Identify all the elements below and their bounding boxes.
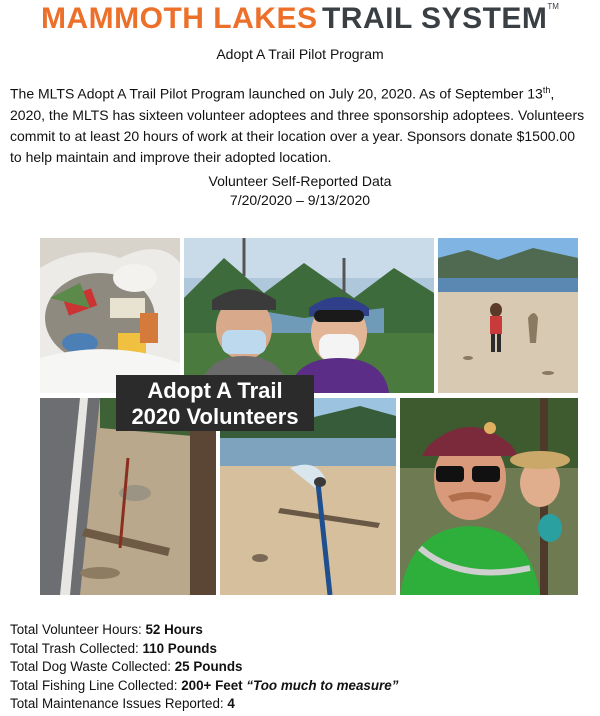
self-reported-dates: 7/20/2020 – 9/13/2020 xyxy=(229,192,371,208)
stat-value: 4 xyxy=(227,696,235,711)
badge-line-2: 2020 Volunteers xyxy=(131,404,299,429)
stat-value: 52 Hours xyxy=(145,622,203,637)
logo-title-orange: MAMMOTH LAKES xyxy=(41,2,318,35)
photo-volunteer-with-hat xyxy=(400,398,578,595)
photo-collage xyxy=(40,238,578,595)
trademark-mark: TM xyxy=(547,2,559,11)
stat-row xyxy=(10,677,398,696)
photo-shoreline-volunteer xyxy=(438,238,578,393)
stat-value: 25 Pounds xyxy=(174,659,243,674)
intro-paragraph xyxy=(10,80,590,168)
photo-trash-bag xyxy=(40,238,180,393)
self-reported-heading: Volunteer Self-Reported Data xyxy=(208,173,392,189)
stat-row xyxy=(10,621,398,640)
intro-sup: th xyxy=(542,85,551,95)
stat-label: Total Trash Collected: xyxy=(10,640,143,656)
photo-volunteer-selfie xyxy=(184,238,434,393)
collage-badge xyxy=(116,375,314,431)
stat-row xyxy=(10,658,398,677)
stats-list xyxy=(10,621,398,714)
self-reported-heading-block xyxy=(0,172,600,210)
stat-label: Total Fishing Line Collected: xyxy=(10,677,182,693)
stat-row xyxy=(10,640,398,659)
intro-text-end: , 2020, the MLTS has sixteen volunteer adoptees and three sponsorship adoptees. Volunteers commit to at least 20 hours of work at their location over a year. Sponsors donate $1500.00 to help maintain and improve their adopted location. xyxy=(10,85,585,165)
stat-row xyxy=(10,695,398,714)
logo-title-dark: TRAIL SYSTEM xyxy=(321,2,548,35)
stat-value: 200+ Feet xyxy=(181,677,243,693)
logo-header xyxy=(0,2,600,36)
stat-label: Total Maintenance Issues Reported: xyxy=(10,696,228,711)
stat-note: “Too much to measure” xyxy=(246,677,399,693)
intro-text-start: The MLTS Adopt A Trail Pilot Program launched on July 20, 2020. As of September 13 xyxy=(10,85,543,102)
page-subtitle: Adopt A Trail Pilot Program xyxy=(216,46,384,62)
badge-line-1: Adopt A Trail xyxy=(147,378,283,403)
stat-label: Total Dog Waste Collected: xyxy=(10,659,175,674)
stat-value: 110 Pounds xyxy=(142,640,217,656)
stat-label: Total Volunteer Hours: xyxy=(10,622,146,637)
